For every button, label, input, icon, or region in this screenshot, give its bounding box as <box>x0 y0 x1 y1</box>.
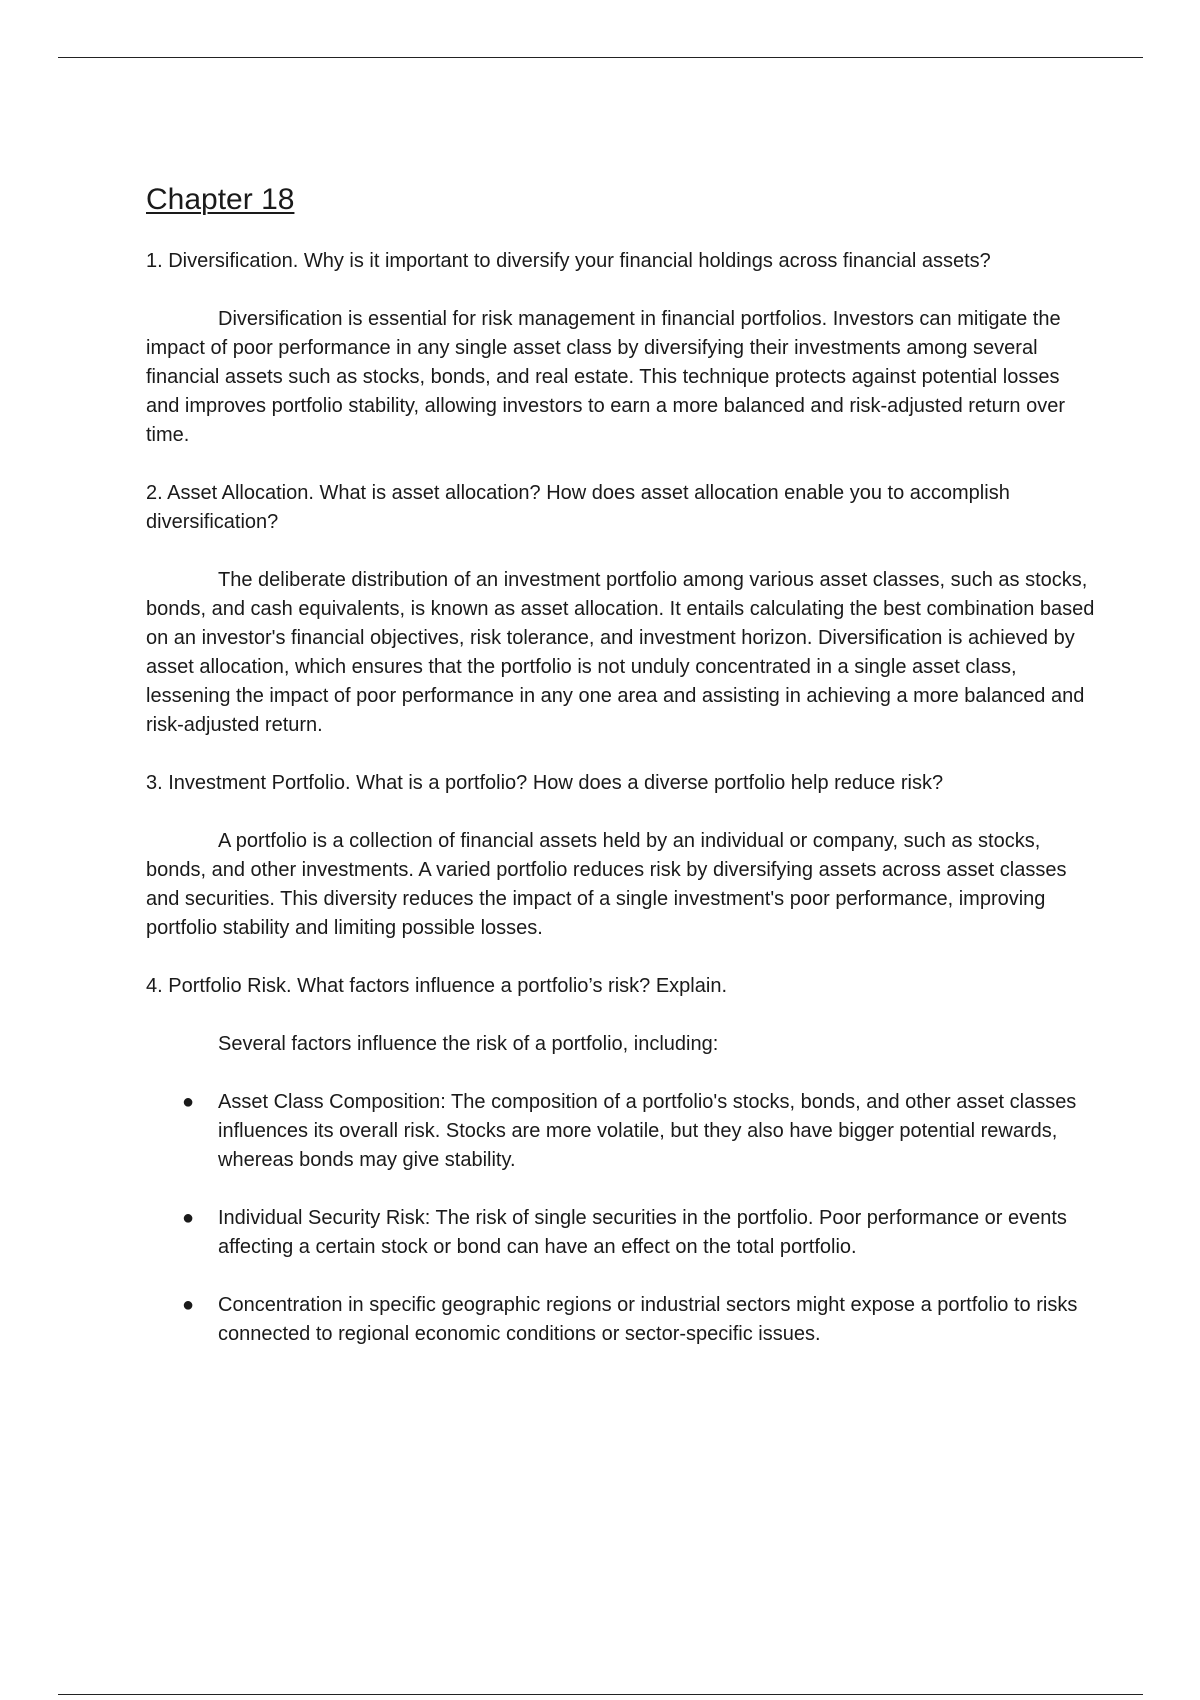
answer-2: The deliberate distribution of an investment portfolio among various asset classes, such as stocks, bonds, and cash equivalents, is known as asset allocation. It entails calculating the best combination based on an investor's financial objectives, risk tolerance, and investment horizon. Diversification is achieved by asset allocation, which ensures that the portfolio is not unduly concentrated in a single asset class, lessening the impact of poor performance in any one area and assisting in achieving a more balanced and risk-adjusted return. <box>146 569 1095 736</box>
list-item-text: Concentration in specific geographic regions or industrial sectors might expose a portfolio to risks connected to regional economic conditions or sector-specific issues. <box>218 1294 1078 1345</box>
question-4: 4. Portfolio Risk. What factors influence a portfolio’s risk? Explain. <box>146 975 727 997</box>
bottom-rule <box>58 1694 1143 1695</box>
list-item <box>182 1291 1098 1349</box>
document-body <box>146 180 1096 1378</box>
answer-3: A portfolio is a collection of financial assets held by an individual or company, such as stocks, bonds, and other investments. A varied portfolio reduces risk by diversifying assets across asset classes and securities. This diversity reduces the impact of a single investment's poor performance, improving portfolio stability and limiting possible losses. <box>146 830 1067 939</box>
bullet-icon: ● <box>182 1294 195 1316</box>
list-item <box>182 1088 1098 1175</box>
chapter-title: Chapter 18 <box>146 183 295 216</box>
answer-4-intro: Several factors influence the risk of a portfolio, including: <box>218 1033 719 1055</box>
list-item-text: Asset Class Composition: The composition of a portfolio's stocks, bonds, and other asset classes influences its overall risk. Stocks are more volatile, but they also have bigger potential rewards, whereas bonds may give stability. <box>218 1091 1077 1171</box>
answer-1: Diversification is essential for risk management in financial portfolios. Investors can mitigate the impact of poor performance in any single asset class by diversifying their investments among several financial assets such as stocks, bonds, and real estate. This technique protects against potential losses and improves portfolio stability, allowing investors to earn a more balanced and risk-adjusted return over time. <box>146 308 1065 446</box>
question-2: 2. Asset Allocation. What is asset allocation? How does asset allocation enable you to accomplish diversification? <box>146 482 1010 533</box>
question-1: 1. Diversification. Why is it important to diversify your financial holdings across financial assets? <box>146 250 991 272</box>
list-item-text: Individual Security Risk: The risk of single securities in the portfolio. Poor performance or events affecting a certain stock or bond can have an effect on the total portfolio. <box>218 1207 1067 1258</box>
risk-factors-list <box>146 1088 1096 1349</box>
list-item <box>182 1204 1098 1262</box>
top-rule <box>58 57 1143 58</box>
question-3: 3. Investment Portfolio. What is a portfolio? How does a diverse portfolio help reduce risk? <box>146 772 944 794</box>
bullet-icon: ● <box>182 1091 195 1113</box>
bullet-icon: ● <box>182 1207 195 1229</box>
